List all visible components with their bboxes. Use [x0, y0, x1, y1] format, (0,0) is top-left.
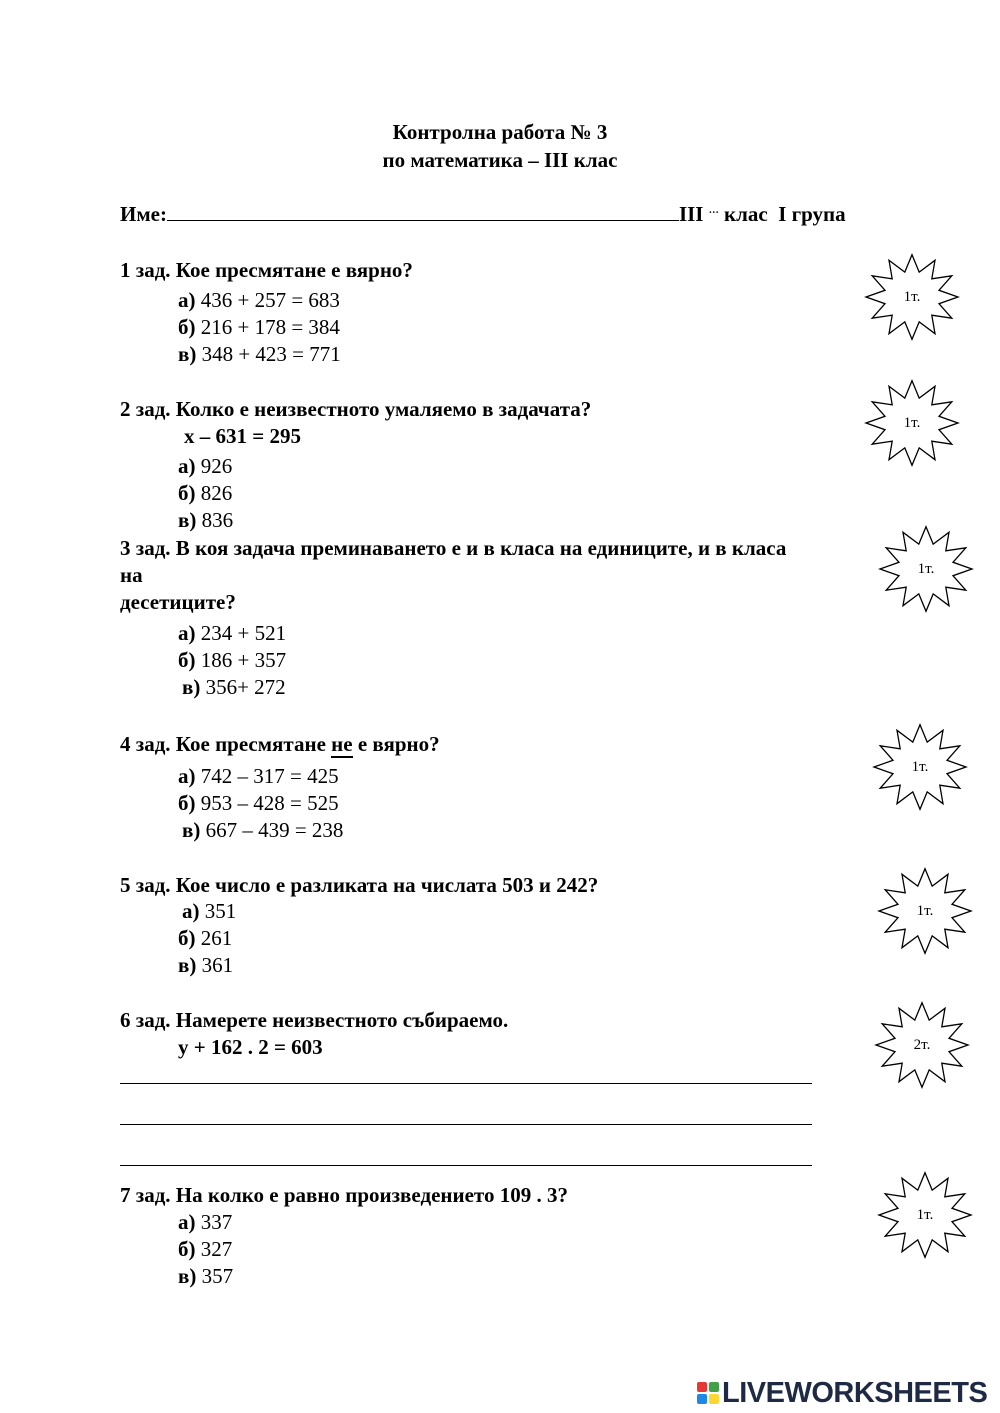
logo-square-red — [697, 1382, 707, 1392]
task-1-option-c[interactable]: в) 348 + 423 = 771 — [178, 342, 341, 366]
class-superscript: … — [708, 205, 719, 216]
name-row — [120, 202, 846, 227]
document-subtitle: по математика – III клас — [382, 148, 618, 172]
task-3-option-a[interactable]: а) 234 + 521 — [178, 621, 287, 645]
task-7-option-c[interactable]: в) 357 — [178, 1264, 234, 1288]
logo-grid-icon — [697, 1382, 719, 1404]
task-7-question: 7 зад. На колко е равно произведението 109 . 3? — [120, 1183, 568, 1207]
task-3-question-line1: 3 зад. В коя задача преминаването е и в класа на единиците, и в класа — [120, 536, 787, 560]
task-2-points-badge: 1т. — [862, 378, 962, 468]
task-5-option-a[interactable]: а) 351 — [182, 899, 237, 923]
task-2-option-c[interactable]: в) 836 — [178, 508, 234, 532]
logo-square-blue — [697, 1394, 707, 1404]
task-4-question: 4 зад. Кое пресмятане не е вярно? — [120, 732, 440, 756]
logo-square-yellow — [709, 1394, 719, 1404]
liveworksheets-logo — [697, 1378, 987, 1408]
task-5-points-badge: 1т. — [875, 866, 975, 956]
task-3-question-line2: на — [120, 563, 143, 587]
task-4-underlined-word: не — [331, 732, 353, 756]
task-6-question: 6 зад. Намерете неизвестното събираемо. — [120, 1008, 509, 1032]
task-6-answer-line-1[interactable] — [120, 1083, 812, 1084]
task-5-option-c[interactable]: в) 361 — [178, 953, 234, 977]
task-2-equation: х – 631 = 295 — [184, 424, 301, 448]
task-2-option-b[interactable]: б) 826 — [178, 481, 233, 505]
task-4-option-c[interactable]: в) 667 – 439 = 238 — [182, 818, 344, 842]
name-label: Име: — [120, 202, 167, 226]
task-6-answer-line-2[interactable] — [120, 1124, 812, 1125]
task-6-equation: у + 162 . 2 = 603 — [178, 1035, 323, 1059]
task-2-question: 2 зад. Колко е неизвестното умаляемо в задачата? — [120, 397, 592, 421]
task-5-option-b[interactable]: б) 261 — [178, 926, 233, 950]
task-2-option-a[interactable]: а) 926 — [178, 454, 233, 478]
class-roman: III — [678, 202, 704, 226]
task-7-option-b[interactable]: б) 327 — [178, 1237, 233, 1261]
task-7-option-a[interactable]: а) 337 — [178, 1210, 233, 1234]
task-3-points-badge: 1т. — [876, 524, 976, 614]
task-1-points-badge: 1т. — [862, 252, 962, 342]
task-6-answer-line-3[interactable] — [120, 1165, 812, 1166]
task-1-question: 1 зад. Кое пресмятане е вярно? — [120, 258, 413, 282]
task-3-question-line3: десетиците? — [120, 590, 236, 614]
task-3-option-c[interactable]: в) 356+ 272 — [182, 675, 286, 699]
task-4-option-a[interactable]: а) 742 – 317 = 425 — [178, 764, 339, 788]
group-label: I група — [778, 202, 846, 226]
task-6-points-badge: 2т. — [872, 1000, 972, 1090]
logo-text: LIVEWORKSHEETS — [722, 1376, 988, 1409]
task-1-option-a[interactable]: а) 436 + 257 = 683 — [178, 288, 340, 312]
task-1-option-b[interactable]: б) 216 + 178 = 384 — [178, 315, 340, 339]
task-7-points-badge: 1т. — [875, 1170, 975, 1260]
logo-square-green — [709, 1382, 719, 1392]
task-4-points-badge: 1т. — [870, 722, 970, 812]
task-3-option-b[interactable]: б) 186 + 357 — [178, 648, 287, 672]
task-4-option-b[interactable]: б) 953 – 428 = 525 — [178, 791, 339, 815]
document-title: Контролна работа № 3 — [392, 120, 608, 144]
task-5-question: 5 зад. Кое число е разликата на числата 503 и 242? — [120, 873, 599, 897]
name-input-line[interactable] — [167, 202, 679, 221]
class-word: клас — [723, 202, 768, 226]
